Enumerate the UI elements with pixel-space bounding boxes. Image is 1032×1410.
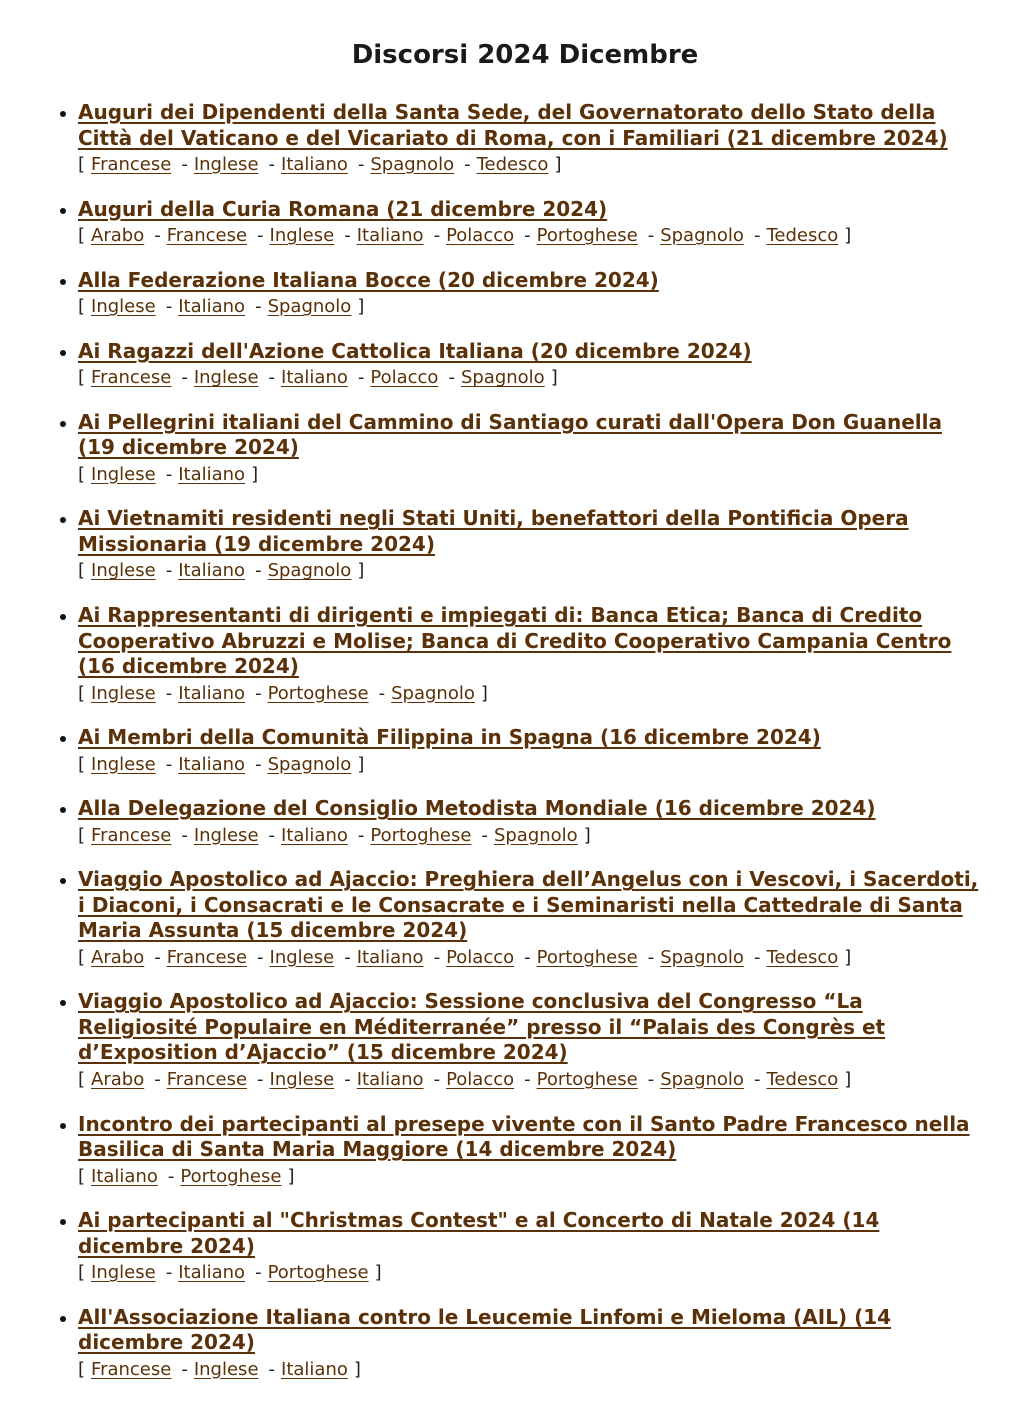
- bullet-icon: [60, 1316, 66, 1322]
- bullet-icon: [60, 279, 66, 285]
- language-link[interactable]: Inglese: [269, 946, 335, 968]
- separator: -: [257, 946, 264, 968]
- bullet-icon: [60, 350, 66, 356]
- bracket-close: ]: [374, 1262, 382, 1284]
- language-link[interactable]: Francese: [91, 367, 172, 389]
- language-link[interactable]: Inglese: [91, 753, 156, 775]
- bullet-icon: [60, 1123, 66, 1129]
- separator: -: [268, 824, 276, 846]
- speech-title-link[interactable]: Ai Ragazzi dell'Azione Cattolica Italiana (20 dicembre 2024): [78, 338, 752, 363]
- speech-title-link[interactable]: Ai partecipanti al "Christmas Contest" e al Concerto di Natale 2024 (14 dicembre 2024): [78, 1208, 880, 1258]
- language-link[interactable]: Inglese: [91, 560, 156, 582]
- bracket-close: ]: [357, 560, 365, 582]
- separator: -: [255, 753, 262, 775]
- bracket-open: [: [78, 682, 86, 704]
- language-link[interactable]: Portoghese: [536, 1068, 638, 1090]
- speech-item: [78, 1305, 982, 1382]
- language-link[interactable]: Francese: [91, 154, 172, 175]
- language-link[interactable]: Italiano: [356, 1068, 424, 1090]
- separator: -: [647, 1068, 655, 1090]
- language-link[interactable]: Arabo: [91, 946, 145, 968]
- speech-item: [78, 725, 982, 777]
- separator: -: [524, 1068, 531, 1090]
- bullet-icon: [60, 807, 66, 813]
- speech-item: [78, 100, 982, 177]
- separator: -: [154, 1068, 161, 1090]
- language-link[interactable]: Portoghese: [536, 946, 638, 968]
- language-link[interactable]: Inglese: [193, 367, 259, 389]
- language-links: [78, 1165, 982, 1189]
- bullet-icon: [60, 1219, 66, 1225]
- bracket-open: [: [78, 1262, 86, 1284]
- bracket-open: [: [78, 463, 86, 485]
- speech-title-link[interactable]: Ai Pellegrini italiani del Cammino di Santiago curati dall'Opera Don Guanella (19 dicembre 2024): [78, 409, 943, 460]
- bracket-close: ]: [844, 946, 852, 968]
- bracket-open: [: [78, 946, 86, 968]
- speech-title-link[interactable]: Auguri dei Dipendenti della Santa Sede, del Governatorato dello Stato della Città del Vaticano e del Vicariato di Roma, con i Familiari (21 dicembre 2024): [78, 100, 948, 150]
- language-link[interactable]: Spagnolo: [267, 753, 352, 775]
- language-link[interactable]: Italiano: [178, 753, 246, 775]
- separator: -: [255, 560, 262, 582]
- language-link[interactable]: Inglese: [193, 1358, 259, 1380]
- separator: -: [647, 225, 655, 247]
- separator: -: [181, 1358, 188, 1380]
- separator: -: [165, 1262, 173, 1284]
- speech-item: [78, 339, 982, 391]
- language-link[interactable]: Francese: [166, 946, 248, 968]
- speech-title-link[interactable]: Alla Federazione Italiana Bocce (20 dicembre 2024): [78, 267, 659, 292]
- bracket-close: ]: [357, 296, 365, 318]
- language-links: [78, 824, 982, 848]
- language-link[interactable]: Italiano: [281, 1358, 348, 1380]
- language-link[interactable]: Italiano: [281, 154, 348, 175]
- language-link[interactable]: Polacco: [370, 367, 439, 389]
- speech-title-link[interactable]: Ai Vietnamiti residenti negli Stati Uniti, benefattori della Pontificia Opera Missionaria (19 dicembre 2024): [78, 506, 909, 556]
- separator: -: [165, 560, 173, 582]
- bracket-close: ]: [583, 824, 591, 846]
- separator: -: [268, 1358, 276, 1380]
- separator: -: [753, 225, 761, 247]
- speech-item: [78, 796, 982, 848]
- separator: -: [433, 946, 441, 968]
- bullet-icon: [60, 614, 66, 620]
- language-link[interactable]: Spagnolo: [391, 682, 475, 704]
- bullet-icon: [60, 517, 66, 523]
- language-link[interactable]: Portoghese: [267, 1262, 369, 1284]
- separator: -: [433, 225, 441, 247]
- language-links: [78, 946, 982, 970]
- language-links: [78, 1358, 982, 1382]
- language-links: [78, 224, 982, 248]
- separator: -: [257, 1068, 264, 1090]
- separator: -: [344, 1068, 351, 1090]
- separator: -: [753, 946, 761, 968]
- language-links: [78, 1261, 982, 1285]
- language-link[interactable]: Portoghese: [370, 824, 472, 846]
- speech-item: [78, 506, 982, 583]
- language-links: [78, 295, 982, 319]
- separator: -: [257, 225, 264, 247]
- language-link[interactable]: Italiano: [356, 946, 424, 968]
- language-link[interactable]: Spagnolo: [267, 560, 352, 582]
- language-link[interactable]: Italiano: [178, 296, 246, 318]
- separator: -: [524, 225, 531, 247]
- bullet-icon: [60, 208, 66, 214]
- separator: -: [154, 946, 161, 968]
- bracket-close: ]: [480, 682, 488, 704]
- separator: -: [255, 296, 262, 318]
- bracket-close: ]: [550, 367, 558, 389]
- bracket-open: [: [78, 1358, 86, 1380]
- separator: -: [357, 824, 365, 846]
- bracket-close: ]: [844, 1068, 852, 1090]
- bracket-open: [: [78, 560, 86, 582]
- separator: -: [481, 824, 488, 846]
- language-link[interactable]: Inglese: [193, 824, 259, 846]
- speech-title-link[interactable]: Alla Delegazione del Consiglio Metodista Mondiale (16 dicembre 2024): [78, 796, 876, 821]
- speech-item: [78, 1208, 982, 1285]
- language-link[interactable]: Polacco: [446, 946, 515, 968]
- language-link[interactable]: Italiano: [91, 1165, 158, 1187]
- language-link[interactable]: Inglese: [269, 1068, 335, 1090]
- language-links: [78, 153, 982, 177]
- bracket-open: [: [78, 296, 86, 318]
- language-link[interactable]: Arabo: [91, 225, 145, 247]
- bracket-open: [: [78, 1165, 86, 1187]
- bracket-open: [: [78, 225, 86, 247]
- bracket-open: [: [78, 154, 86, 175]
- bracket-open: [: [78, 367, 86, 389]
- separator: -: [378, 682, 386, 704]
- separator: -: [464, 154, 471, 175]
- bracket-close: ]: [353, 1358, 361, 1380]
- separator: -: [753, 1068, 761, 1090]
- separator: -: [165, 753, 173, 775]
- separator: -: [165, 296, 173, 318]
- language-link[interactable]: Spagnolo: [660, 1068, 744, 1090]
- language-link[interactable]: Francese: [91, 1358, 172, 1380]
- speech-title-link[interactable]: Viaggio Apostolico ad Ajaccio: Sessione conclusiva del Congresso “La Religiosité Populaire en Méditerranée” presso il “Palais des Congrès et d’Exposition d’Ajaccio” (15 dicembre 2024): [78, 989, 886, 1065]
- language-link[interactable]: Italiano: [178, 682, 246, 704]
- language-link[interactable]: Spagnolo: [660, 225, 744, 247]
- speech-item: [78, 1112, 982, 1189]
- language-links: [78, 463, 982, 487]
- bullet-icon: [60, 421, 66, 427]
- language-link[interactable]: Francese: [166, 225, 248, 247]
- language-link[interactable]: Spagnolo: [267, 296, 352, 318]
- separator: -: [255, 682, 262, 704]
- speech-title-link[interactable]: Viaggio Apostolico ad Ajaccio: Preghiera dell’Angelus con i Vescovi, i Sacerdoti, i Diaconi, i Consacrati e le Consacrate e i Seminaristi nella Cattedrale di Santa Maria Assunta (15 dicembre 2024): [78, 867, 979, 943]
- separator: -: [647, 946, 655, 968]
- separator: -: [268, 367, 276, 389]
- language-link[interactable]: Inglese: [269, 225, 335, 247]
- language-link[interactable]: Spagnolo: [370, 154, 455, 175]
- page-title: Discorsi 2024 Dicembre: [351, 40, 699, 70]
- bracket-close: ]: [357, 753, 365, 775]
- language-link[interactable]: Portoghese: [267, 682, 369, 704]
- language-link[interactable]: Arabo: [91, 1068, 145, 1090]
- language-links: [78, 559, 982, 583]
- bullet-icon: [60, 111, 66, 117]
- separator: -: [433, 1068, 441, 1090]
- speech-title-link[interactable]: Ai Membri della Comunità Filippina in Spagna (16 dicembre 2024): [78, 725, 821, 750]
- speech-title-link[interactable]: Ai Rappresentanti di dirigenti e impiegati di: Banca Etica; Banca di Credito Cooperativo Abruzzi e Molise; Banca di Credito Cooperativo Campania Centro (16 dicembre 2024): [78, 603, 952, 679]
- language-link[interactable]: Polacco: [446, 225, 515, 247]
- separator: -: [154, 225, 161, 247]
- language-link[interactable]: Inglese: [91, 463, 156, 485]
- speech-item: [78, 197, 982, 249]
- speech-title-link[interactable]: Incontro dei partecipanti al presepe vivente con il Santo Padre Francesco nella Basilica di Santa Maria Maggiore (14 dicembre 2024): [78, 1111, 970, 1162]
- language-links: [78, 1068, 982, 1092]
- separator: -: [181, 824, 188, 846]
- separator: -: [357, 367, 365, 389]
- language-link[interactable]: Francese: [166, 1068, 248, 1090]
- language-link[interactable]: Italiano: [356, 225, 424, 247]
- language-link[interactable]: Tedesco: [766, 1068, 839, 1090]
- language-link[interactable]: Portoghese: [536, 225, 638, 247]
- language-link[interactable]: Inglese: [91, 296, 156, 318]
- separator: -: [181, 154, 188, 175]
- separator: -: [165, 682, 173, 704]
- separator: -: [165, 463, 173, 485]
- separator: -: [448, 367, 455, 389]
- language-link[interactable]: Spagnolo: [460, 367, 545, 389]
- bracket-close: ]: [554, 154, 562, 175]
- bracket-close: ]: [251, 463, 259, 485]
- bracket-close: ]: [844, 225, 852, 247]
- language-link[interactable]: Inglese: [91, 682, 156, 704]
- language-link[interactable]: Italiano: [178, 1262, 246, 1284]
- language-link[interactable]: Italiano: [178, 560, 246, 582]
- separator: -: [167, 1165, 175, 1187]
- bracket-open: [: [78, 824, 86, 846]
- speech-list: [58, 100, 982, 1382]
- language-link[interactable]: Inglese: [193, 154, 259, 175]
- language-link[interactable]: Tedesco: [766, 225, 839, 247]
- bracket-close: ]: [287, 1165, 295, 1187]
- speech-item: [78, 867, 982, 970]
- language-links: [78, 366, 982, 390]
- separator: -: [268, 154, 276, 175]
- language-link[interactable]: Portoghese: [180, 1165, 282, 1187]
- language-link[interactable]: Spagnolo: [660, 946, 744, 968]
- language-link[interactable]: Polacco: [446, 1068, 515, 1090]
- bracket-open: [: [78, 1068, 86, 1090]
- language-links: [78, 753, 982, 777]
- bullet-icon: [60, 1000, 66, 1006]
- language-link[interactable]: Inglese: [91, 1262, 156, 1284]
- separator: -: [181, 367, 188, 389]
- language-link[interactable]: Francese: [91, 824, 172, 846]
- speech-item: [78, 268, 982, 320]
- language-link[interactable]: Spagnolo: [493, 824, 578, 846]
- separator: -: [344, 946, 351, 968]
- speech-item: [78, 410, 982, 487]
- bullet-icon: [60, 736, 66, 742]
- language-link[interactable]: Italiano: [178, 463, 246, 485]
- separator: -: [357, 154, 365, 175]
- speech-title-link[interactable]: Auguri della Curia Romana (21 dicembre 2024): [78, 196, 608, 221]
- language-links: [78, 682, 982, 706]
- separator: -: [524, 946, 531, 968]
- speech-title-link[interactable]: All'Associazione Italiana contro le Leucemie Linfomi e Mieloma (AIL) (14 dicembre 2024): [78, 1304, 892, 1355]
- separator: -: [255, 1262, 262, 1284]
- separator: -: [344, 225, 351, 247]
- language-link[interactable]: Tedesco: [766, 946, 839, 968]
- bracket-open: [: [78, 753, 86, 775]
- bullet-icon: [60, 878, 66, 884]
- speech-item: [78, 989, 982, 1092]
- language-link[interactable]: Italiano: [281, 367, 348, 389]
- language-link[interactable]: Tedesco: [476, 154, 549, 175]
- speech-item: [78, 603, 982, 706]
- language-link[interactable]: Italiano: [281, 824, 348, 846]
